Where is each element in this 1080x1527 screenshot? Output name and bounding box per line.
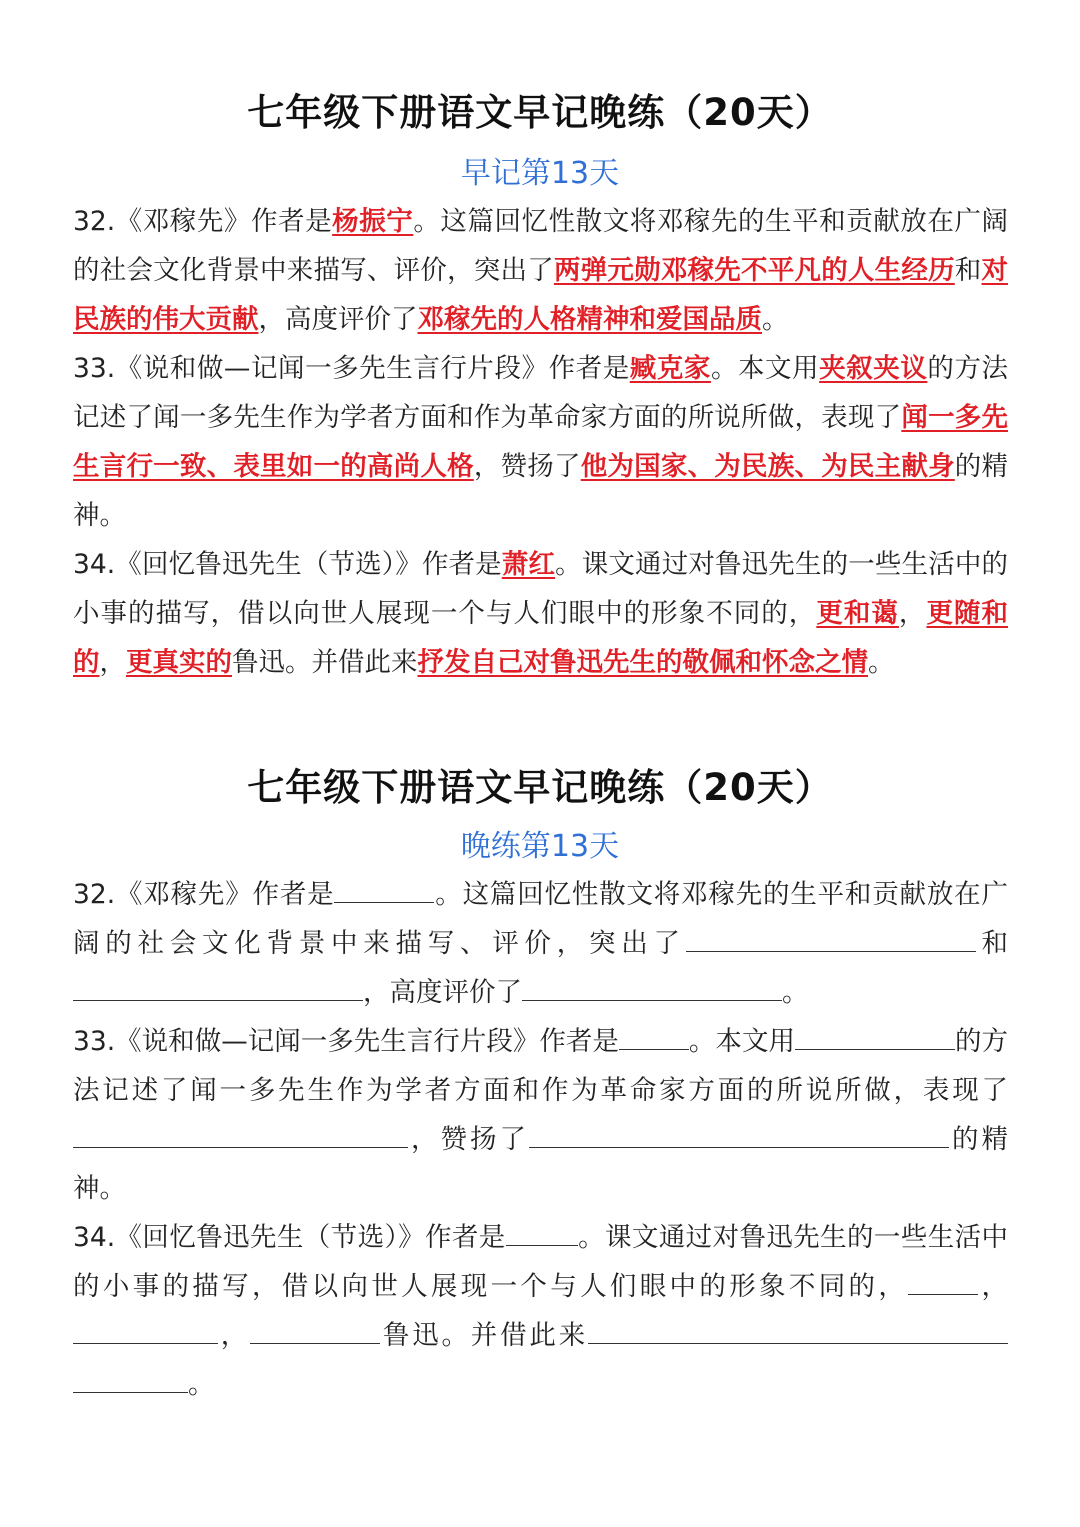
evening-question-33 — [73, 1017, 1008, 1213]
text-segment: 。课文通过对鲁迅先生的一些生活中的小事的描写，借以向世人展现一个与人们眼中的形象不同的， — [73, 549, 1009, 629]
answer-highlight: 臧克家 — [629, 353, 711, 384]
text-segment: 。 — [762, 304, 789, 335]
text-segment: 33.《说和做—记闻一多先生言行片段》作者是 — [73, 1026, 619, 1057]
answer-highlight: 邓稼先的人格精神和爱国品质 — [417, 304, 762, 335]
answer-blank[interactable] — [908, 1268, 978, 1295]
evening-question-32 — [73, 870, 1008, 1017]
morning-subtitle: 早记第13天 — [460, 156, 620, 191]
answer-highlight: 抒发自己对鲁迅先生的敬佩和怀念之情 — [417, 647, 868, 678]
evening-subtitle: 晚练第13天 — [460, 829, 620, 864]
text-segment: 。 — [188, 1369, 215, 1400]
morning-title: 七年级下册语文早记晚练（20天） — [247, 91, 833, 134]
text-segment: 。这篇回忆性散文将邓稼先的生平和贡献放在广阔的社会文化背景中来描写、评价，突出了 — [73, 206, 1009, 286]
answer-blank[interactable] — [73, 1121, 408, 1148]
text-segment: 32.《邓稼先》作者是 — [73, 879, 335, 910]
text-segment: 的方法记述了闻一多先生作为学者方面和作为革命家方面的所说所做，表现了 — [73, 1026, 1009, 1106]
answer-highlight: 更真实的 — [126, 647, 232, 678]
text-segment: 的精神。 — [73, 451, 1009, 531]
answer-blank[interactable] — [529, 1121, 949, 1148]
answer-highlight: 杨振宁 — [332, 206, 414, 237]
text-segment: 鲁迅。并借此来 — [232, 647, 418, 678]
text-segment: 和 — [954, 255, 982, 286]
answer-highlight: 更和蔼 — [816, 598, 899, 629]
answer-blank[interactable] — [73, 1366, 188, 1393]
text-segment: ，高度评价了 — [258, 304, 418, 335]
answer-highlight: 萧红 — [501, 549, 556, 580]
text-segment: 。 — [868, 647, 895, 678]
text-segment: ，赞扬了 — [473, 451, 581, 482]
answer-highlight: 更随和的 — [73, 598, 1009, 678]
answer-blank[interactable] — [506, 1219, 578, 1246]
answer-blank[interactable] — [588, 1317, 1008, 1344]
text-segment: 32.《邓稼先》作者是 — [73, 206, 333, 237]
text-segment: 。 — [782, 977, 809, 1008]
text-segment: ， — [978, 1271, 1008, 1302]
answer-blank[interactable] — [686, 925, 976, 952]
text-segment: 的方法记述了闻一多先生作为学者方面和作为革命家方面的所说所做，表现了 — [73, 353, 1009, 433]
text-segment: 。本文用 — [688, 1026, 795, 1057]
answer-highlight: 两弹元勋邓稼先不平凡的人生经历 — [553, 255, 955, 286]
answer-blank[interactable] — [522, 974, 782, 1001]
answer-blank[interactable] — [334, 876, 434, 903]
text-segment: 鲁迅。并借此来 — [380, 1320, 589, 1351]
text-segment: 。课文通过对鲁迅先生的一些生活中的小事的描写，借以向世人展现一个与人们眼中的形象不同的， — [73, 1222, 1008, 1302]
text-segment: 和 — [975, 928, 1008, 959]
answer-blank[interactable] — [73, 1317, 218, 1344]
morning-question-32 — [73, 197, 1008, 344]
answer-highlight: 对民族的伟大贡献 — [73, 255, 1009, 335]
text-segment: ，赞扬了 — [408, 1124, 529, 1155]
text-segment: 的精神。 — [73, 1124, 1008, 1204]
text-segment: 34.《回忆鲁迅先生（节选）》作者是 — [73, 1222, 506, 1253]
text-segment: ，高度评价了 — [363, 977, 522, 1008]
answer-blank[interactable] — [619, 1023, 689, 1050]
answer-highlight: 闻一多先生言行一致、表里如一的高尚人格 — [73, 402, 1009, 482]
answer-highlight: 他为国家、为民族、为民主献身 — [580, 451, 955, 482]
text-segment: 33.《说和做—记闻一多先生言行片段》作者是 — [73, 353, 630, 384]
morning-question-33 — [73, 344, 1008, 540]
text-segment: 。这篇回忆性散文将邓稼先的生平和贡献放在广阔的社会文化背景中来描写、评价，突出了 — [73, 879, 1008, 959]
text-segment: ， — [898, 598, 927, 629]
text-segment: 。本文用 — [710, 353, 820, 384]
evening-question-34 — [73, 1213, 1008, 1409]
morning-question-34 — [73, 540, 1008, 687]
text-segment: 34.《回忆鲁迅先生（节选）》作者是 — [73, 549, 502, 580]
answer-blank[interactable] — [795, 1023, 955, 1050]
answer-highlight: 夹叙夹议 — [819, 353, 928, 384]
evening-title: 七年级下册语文早记晚练（20天） — [247, 766, 833, 809]
text-segment: ， — [99, 647, 126, 678]
answer-blank[interactable] — [73, 974, 363, 1001]
text-segment: ， — [218, 1320, 251, 1351]
answer-blank[interactable] — [250, 1317, 380, 1344]
